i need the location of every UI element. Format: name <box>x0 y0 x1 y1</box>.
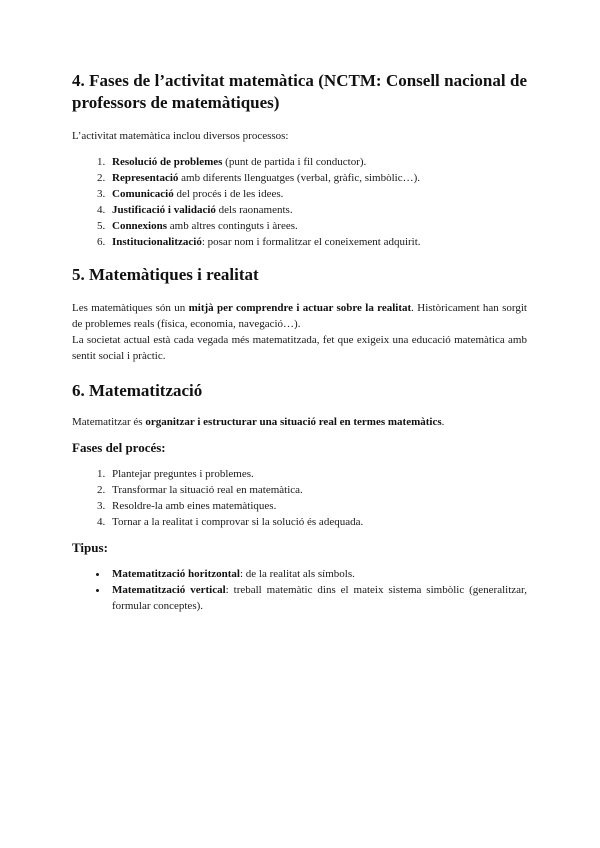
list-item: 4. Tornar a la realitat i comprovar si la solució és adequada. <box>108 514 527 530</box>
list-item: 2. Representació amb diferents llenguatges (verbal, gràfic, simbòlic…). <box>108 170 527 186</box>
document-page <box>72 70 527 614</box>
list-item: 4. Justificació i validació dels raonaments. <box>108 202 527 218</box>
section-6-title: 6. Matematització <box>72 381 203 400</box>
section-5-paragraph-1: Les matemàtiques són un mitjà per comprendre i actuar sobre la realitat. Històricament han sorgit de problemes reals (física, economia, navegació…). <box>72 302 527 330</box>
phases-list <box>72 466 527 530</box>
list-item: 3. Comunicació del procés i de les idees. <box>108 186 527 202</box>
section-4-title: 4. Fases de l’activitat matemàtica (NCTM: Consell nacional de professors de matemàtiques) <box>72 71 527 112</box>
list-item: • Matematització vertical: treball matemàtic dins el mateix sistema simbòlic (generalitzar, formular conceptes). <box>108 582 527 614</box>
list-item: 6. Institucionalització: posar nom i formalitzar el coneixement adquirit. <box>108 234 527 250</box>
section-4-list <box>72 154 527 250</box>
list-item: 3. Resoldre-la amb eines matemàtiques. <box>108 498 527 514</box>
section-5-title: 5. Matemàtiques i realitat <box>72 265 259 284</box>
phases-subtitle: Fases del procés: <box>72 440 166 455</box>
list-item: 2. Transformar la situació real en matemàtica. <box>108 482 527 498</box>
section-5-paragraph-2: La societat actual està cada vegada més matematitzada, fet que exigeix una educació matemàtica amb sentit social i pràctic. <box>72 334 527 362</box>
list-item: 1. Plantejar preguntes i problemes. <box>108 466 527 482</box>
list-item: • Matematització horitzontal: de la realitat als símbols. <box>108 566 527 582</box>
section-6-paragraph: Matematitzar és organitzar i estructurar una situació real en termes matemàtics. <box>72 416 445 428</box>
list-item: 1. Resolució de problemes (punt de partida i fil conductor). <box>108 154 527 170</box>
section-4-intro: L’activitat matemàtica inclou diversos processos: <box>72 130 289 142</box>
list-item: 5. Connexions amb altres continguts i àrees. <box>108 218 527 234</box>
types-subtitle: Tipus: <box>72 540 108 555</box>
types-list <box>72 566 527 614</box>
